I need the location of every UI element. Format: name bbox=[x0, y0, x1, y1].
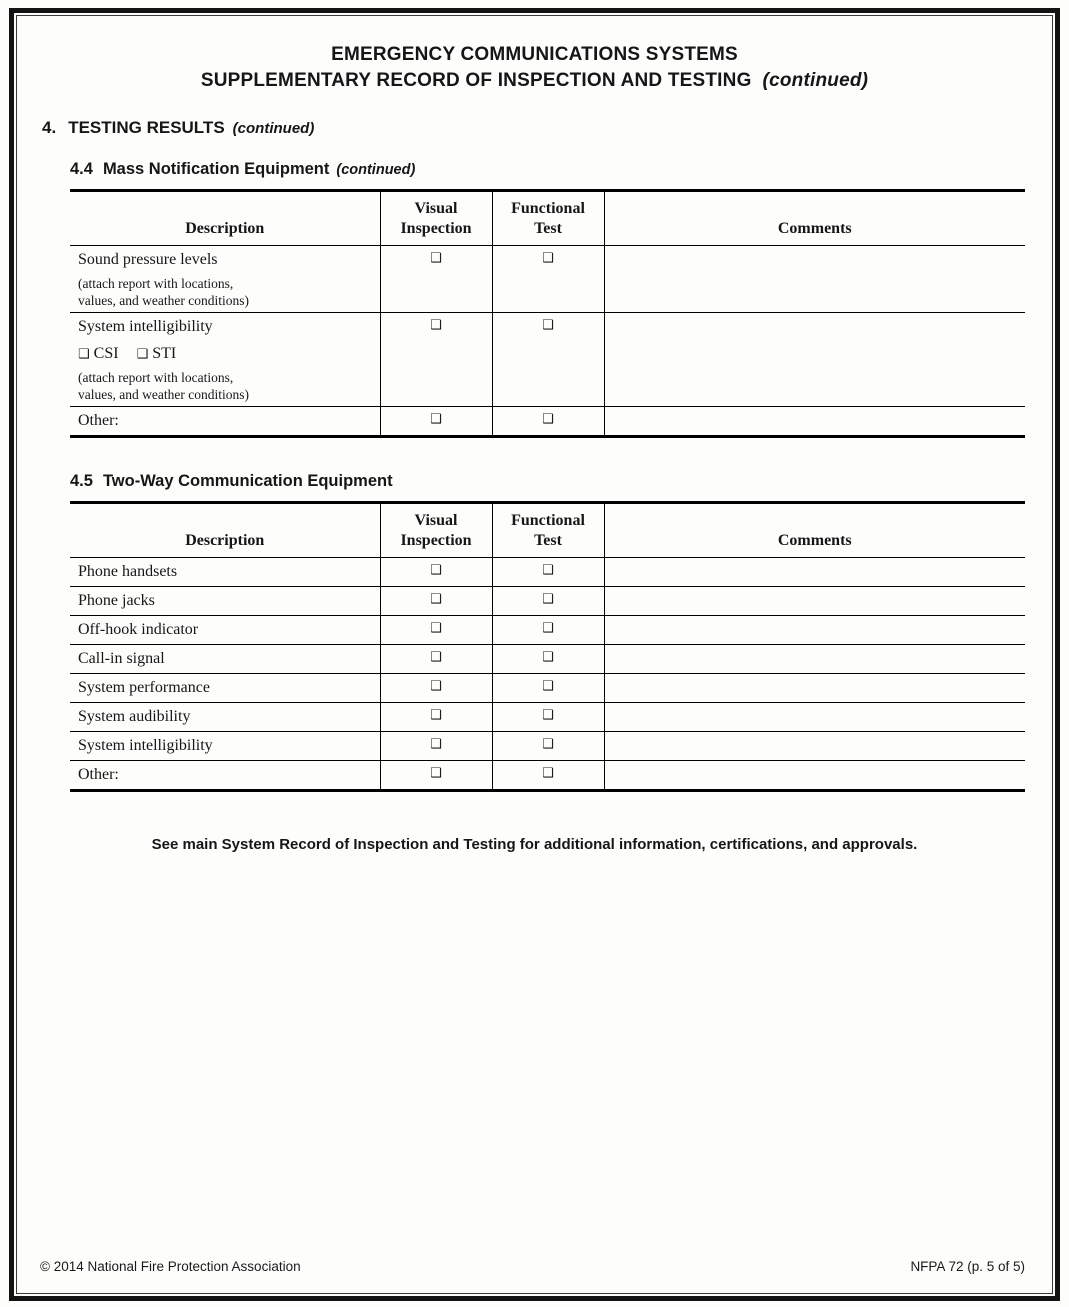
title-continued-label: (continued) bbox=[762, 70, 869, 91]
column-header-comments: Comments bbox=[604, 503, 1025, 558]
table-row bbox=[70, 616, 1025, 645]
mass-notification-table bbox=[70, 189, 1025, 438]
visual-inspection-checkbox[interactable]: ❑ bbox=[430, 766, 442, 781]
column-header-functional-test: Functional Test bbox=[492, 503, 604, 558]
column-header-visual-inspection: Visual Inspection bbox=[380, 191, 492, 246]
comments-cell[interactable] bbox=[604, 674, 1025, 703]
column-header-comments: Comments bbox=[604, 191, 1025, 246]
table-header-row bbox=[70, 191, 1025, 246]
functional-test-checkbox[interactable]: ❑ bbox=[542, 251, 554, 266]
section-4-4-title: Mass Notification Equipment bbox=[102, 160, 330, 178]
section-4-5-heading bbox=[70, 472, 1051, 491]
table-row bbox=[70, 674, 1025, 703]
page-content bbox=[18, 17, 1051, 1292]
table-row bbox=[70, 645, 1025, 674]
functional-test-checkbox[interactable]: ❑ bbox=[542, 563, 554, 578]
row-label: System performance bbox=[78, 679, 210, 696]
row-label: Off-hook indicator bbox=[78, 621, 199, 638]
section-4-5-title: Two-Way Communication Equipment bbox=[102, 472, 393, 490]
row-label: System intelligibility bbox=[78, 318, 213, 335]
row-label: System audibility bbox=[78, 708, 191, 725]
section-4-number: 4. bbox=[42, 118, 57, 137]
functional-test-checkbox[interactable]: ❑ bbox=[542, 650, 554, 665]
column-header-description: Description bbox=[70, 503, 380, 558]
visual-inspection-checkbox[interactable]: ❑ bbox=[430, 737, 442, 752]
comments-cell[interactable] bbox=[604, 645, 1025, 674]
row-label: Phone handsets bbox=[78, 563, 178, 580]
row-label: Sound pressure levels bbox=[78, 251, 218, 268]
table-row bbox=[70, 761, 1025, 791]
functional-test-checkbox[interactable]: ❑ bbox=[542, 318, 554, 333]
sti-label: STI bbox=[152, 345, 177, 362]
copyright-text: © 2014 National Fire Protection Association bbox=[40, 1259, 301, 1274]
two-way-communication-table bbox=[70, 501, 1025, 792]
csi-checkbox[interactable]: ❑ bbox=[78, 347, 90, 362]
visual-inspection-checkbox[interactable]: ❑ bbox=[430, 708, 442, 723]
comments-cell[interactable] bbox=[604, 407, 1025, 437]
functional-test-checkbox[interactable]: ❑ bbox=[542, 766, 554, 781]
section-4-4-number: 4.4 bbox=[70, 160, 93, 178]
row-note: (attach report with locations, values, and weather conditions) bbox=[78, 276, 249, 308]
table-row bbox=[70, 587, 1025, 616]
section-4-4-continued: (continued) bbox=[336, 162, 416, 178]
comments-cell[interactable] bbox=[604, 587, 1025, 616]
visual-inspection-checkbox[interactable]: ❑ bbox=[430, 318, 442, 333]
document-title-line2: SUPPLEMENTARY RECORD OF INSPECTION AND TESTING (continued) bbox=[200, 70, 869, 91]
see-main-record-note: See main System Record of Inspection and Testing for additional information, certifications, and approvals. bbox=[151, 836, 918, 853]
row-label: System intelligibility bbox=[78, 737, 213, 754]
row-sub-options bbox=[78, 343, 372, 364]
visual-inspection-checkbox[interactable]: ❑ bbox=[430, 592, 442, 607]
section-4-title: TESTING RESULTS bbox=[68, 118, 225, 137]
row-label: Phone jacks bbox=[78, 592, 155, 609]
functional-test-checkbox[interactable]: ❑ bbox=[542, 621, 554, 636]
comments-cell[interactable] bbox=[604, 558, 1025, 587]
section-4-continued: (continued) bbox=[232, 120, 315, 137]
visual-inspection-checkbox[interactable]: ❑ bbox=[430, 412, 442, 427]
document-title-line1: EMERGENCY COMMUNICATIONS SYSTEMS bbox=[331, 44, 738, 65]
document-title bbox=[18, 42, 1051, 94]
row-label: Other: bbox=[78, 766, 119, 783]
functional-test-checkbox[interactable]: ❑ bbox=[542, 737, 554, 752]
functional-test-checkbox[interactable]: ❑ bbox=[542, 412, 554, 427]
visual-inspection-checkbox[interactable]: ❑ bbox=[430, 650, 442, 665]
functional-test-checkbox[interactable]: ❑ bbox=[542, 708, 554, 723]
table-row bbox=[70, 732, 1025, 761]
column-header-description: Description bbox=[70, 191, 380, 246]
visual-inspection-checkbox[interactable]: ❑ bbox=[430, 563, 442, 578]
visual-inspection-checkbox[interactable]: ❑ bbox=[430, 679, 442, 694]
page-footer bbox=[40, 1259, 1025, 1274]
table-row bbox=[70, 407, 1025, 437]
section-4-5-number: 4.5 bbox=[70, 472, 93, 490]
functional-test-checkbox[interactable]: ❑ bbox=[542, 592, 554, 607]
row-label: Call-in signal bbox=[78, 650, 165, 667]
visual-inspection-checkbox[interactable]: ❑ bbox=[430, 251, 442, 266]
table-header-row bbox=[70, 503, 1025, 558]
column-header-functional-test: Functional Test bbox=[492, 191, 604, 246]
row-note: (attach report with locations, values, and weather conditions) bbox=[78, 370, 249, 402]
column-header-visual-inspection: Visual Inspection bbox=[380, 503, 492, 558]
table-row bbox=[70, 558, 1025, 587]
page-number-text: NFPA 72 (p. 5 of 5) bbox=[910, 1259, 1025, 1274]
section-4-heading bbox=[42, 118, 1051, 138]
table-row bbox=[70, 246, 1025, 313]
sti-checkbox[interactable]: ❑ bbox=[136, 347, 149, 362]
comments-cell[interactable] bbox=[604, 732, 1025, 761]
table-row bbox=[70, 313, 1025, 407]
section-4-4-heading bbox=[70, 160, 1051, 179]
comments-cell[interactable] bbox=[604, 616, 1025, 645]
csi-label: CSI bbox=[93, 345, 119, 362]
table-row bbox=[70, 703, 1025, 732]
comments-cell[interactable] bbox=[604, 703, 1025, 732]
functional-test-checkbox[interactable]: ❑ bbox=[542, 679, 554, 694]
comments-cell[interactable] bbox=[604, 246, 1025, 313]
visual-inspection-checkbox[interactable]: ❑ bbox=[430, 621, 442, 636]
comments-cell[interactable] bbox=[604, 761, 1025, 791]
comments-cell[interactable] bbox=[604, 313, 1025, 407]
row-label: Other: bbox=[78, 412, 119, 429]
